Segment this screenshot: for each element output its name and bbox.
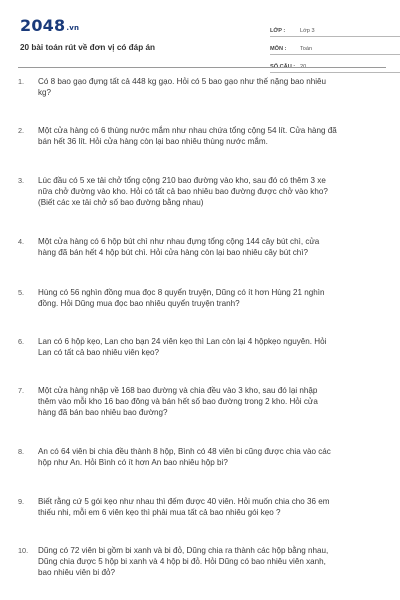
question-item xyxy=(18,125,386,175)
question-item xyxy=(18,545,386,595)
question-number: 9. xyxy=(18,497,25,506)
question-text: Một cửa hàng nhập về 168 bao đường và chia đều vào 3 kho, sau đó lại nhập thêm vào mỗi kho 16 bao đông và bán hết số bao đường trong 2 kho. Hỏi cửa hàng đã bán bao nhiêu bao đường? xyxy=(38,386,318,417)
question-text: Lúc đầu có 5 xe tải chở tổng cộng 210 bao đường vào kho, sau đó có thêm 3 xe nữa chở đường vào kho. Hỏi có tất cả bao nhiêu bao đường được chở vào kho? (Biết các xe tải chở số bao đường bằng nhau) xyxy=(38,176,328,207)
meta-value-subject: Toán xyxy=(300,46,313,52)
logo-main-text: 2048 xyxy=(20,16,66,35)
site-logo[interactable] xyxy=(20,16,79,35)
question-text: Một cửa hàng có 6 hộp bút chì như nhau đựng tổng cộng 144 cây bút chì, cửa hàng đã bán hết 4 hộp bút chì. Hỏi cửa hàng còn lại bao nhiêu cây bút chì? xyxy=(38,237,320,257)
meta-row-class xyxy=(270,22,400,37)
question-number: 2. xyxy=(18,126,25,135)
question-text: An có 64 viên bi chia đều thành 8 hộp, Bình có 48 viên bi cũng được chia vào các hộp như An. Hỏi Bình có ít hơn An bao nhiêu hộp bi? xyxy=(38,447,331,467)
question-list xyxy=(18,76,386,595)
question-text: Dũng có 72 viên bi gồm bi xanh và bi đỏ, Dũng chia ra thành các hộp bằng nhau, Dũng chia được 5 hộp bi xanh và 4 hộp bi đỏ. Hỏi Dũng có bao nhiêu viên xanh, bao nhiêu viên bi đỏ? xyxy=(38,546,329,577)
question-item xyxy=(18,236,386,287)
question-item xyxy=(18,287,386,336)
question-text: Hùng có 56 nghìn đồng mua đọc 8 quyển truyện, Dũng có ít hơn Hùng 21 nghìn đồng. Hỏi Dũng mua đọc bao nhiêu quyển truyện tranh? xyxy=(38,288,325,308)
meta-label-subject: MÔN : xyxy=(270,46,287,52)
question-item xyxy=(18,76,386,125)
question-item xyxy=(18,446,386,496)
header-divider xyxy=(18,67,386,68)
worksheet-title: 20 bài toán rút về đơn vị có đáp án xyxy=(20,43,156,52)
question-text: Lan có 6 hộp kẹo, Lan cho bạn 24 viên kẹo thì Lan còn lại 4 hộpkẹo nguyên. Hỏi Lan có tất cả bao nhiêu viên kẹo? xyxy=(38,337,327,357)
question-number: 8. xyxy=(18,447,25,456)
worksheet-header xyxy=(18,12,386,68)
question-text: Có 8 bao gạo đựng tất cả 448 kg gạo. Hỏi có 5 bao gạo như thế nặng bao nhiêu kg? xyxy=(38,77,327,97)
question-item xyxy=(18,496,386,545)
question-number: 5. xyxy=(18,288,25,297)
question-item xyxy=(18,385,386,446)
meta-row-subject xyxy=(270,40,400,55)
question-text: Một cửa hàng có 6 thùng nước mắm như nhau chứa tổng cộng 54 lít. Cửa hàng đã bán hết 36 lít. Hỏi cửa hàng còn lại bao nhiêu thùng nước mắm. xyxy=(38,126,337,146)
question-number: 3. xyxy=(18,176,25,185)
logo-suffix-text: .vn xyxy=(66,24,80,32)
question-number: 10. xyxy=(18,546,29,555)
question-text: Biết rằng cứ 5 gói kẹo như nhau thì đếm được 40 viên. Hỏi muốn chia cho 36 em thiếu nhi, mỗi em 6 viên kẹo thì phải mua tất cả bao nhiêu gói kẹo ? xyxy=(38,497,330,517)
meta-label-question-count: SỐ CÂU : xyxy=(270,64,296,70)
question-item xyxy=(18,336,386,385)
meta-value-question-count: 20 xyxy=(300,64,307,70)
question-number: 1. xyxy=(18,77,25,86)
question-number: 7. xyxy=(18,386,25,395)
meta-row-question-count xyxy=(270,58,400,73)
meta-value-class: Lớp 3 xyxy=(300,28,315,34)
question-item xyxy=(18,175,386,236)
question-number: 4. xyxy=(18,237,25,246)
question-number: 6. xyxy=(18,337,25,346)
meta-label-class: LỚP : xyxy=(270,28,286,34)
